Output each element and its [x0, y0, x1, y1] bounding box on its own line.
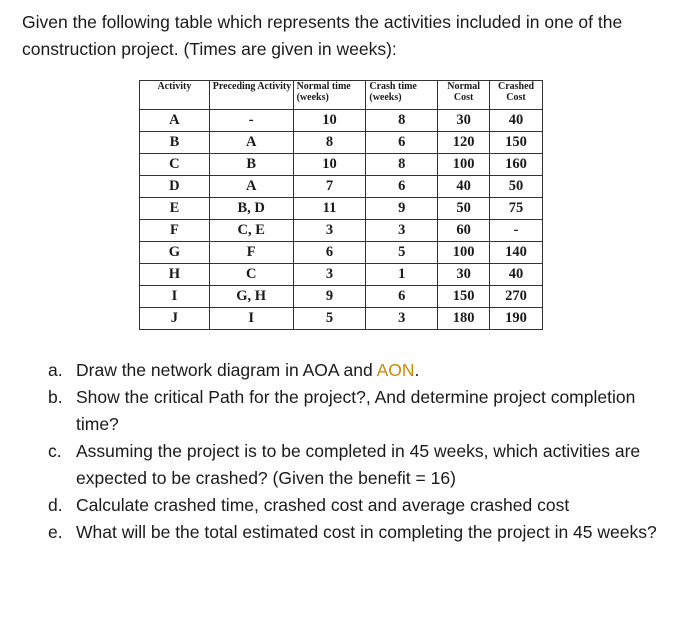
- question-text: [76, 357, 678, 384]
- intro-text: Given the following table which represents the activities included in one of the construction project. (Times are given in weeks):: [22, 12, 623, 59]
- header-normal-cost: Normal Cost: [438, 81, 490, 110]
- cell-activity: A: [140, 110, 210, 132]
- cell-normal-time: 3: [293, 264, 366, 286]
- cell-normal-cost: 100: [438, 242, 490, 264]
- question-a-text: Draw the network diagram in AOA and: [76, 360, 377, 380]
- cell-crashed-cost: 75: [490, 198, 543, 220]
- cell-normal-cost: 180: [438, 308, 490, 330]
- table-row: [140, 132, 543, 154]
- cell-crash-time: 9: [366, 198, 438, 220]
- cell-preceding: -: [209, 110, 293, 132]
- cell-normal-time: 7: [293, 176, 366, 198]
- cell-normal-cost: 150: [438, 286, 490, 308]
- cell-crashed-cost: 40: [490, 110, 543, 132]
- question-text: Show the critical Path for the project?, And determine project completion time?: [76, 387, 636, 434]
- question-text: Calculate crashed time, crashed cost and average crashed cost: [76, 495, 570, 515]
- cell-normal-time: 11: [293, 198, 366, 220]
- activity-table: [139, 80, 543, 330]
- question-text: Assuming the project is to be completed in 45 weeks, which activities are expected to be crashed? (Given the benefit = 16): [76, 441, 641, 488]
- table-row: [140, 110, 543, 132]
- cell-preceding: A: [209, 132, 293, 154]
- cell-normal-time: 10: [293, 110, 366, 132]
- cell-activity: F: [140, 220, 210, 242]
- cell-normal-cost: 30: [438, 264, 490, 286]
- cell-normal-cost: 60: [438, 220, 490, 242]
- cell-normal-time: 10: [293, 154, 366, 176]
- question-letter: e.: [48, 522, 63, 542]
- cell-crashed-cost: 270: [490, 286, 543, 308]
- cell-activity: I: [140, 286, 210, 308]
- cell-crashed-cost: 150: [490, 132, 543, 154]
- cell-normal-time: 6: [293, 242, 366, 264]
- cell-normal-cost: 100: [438, 154, 490, 176]
- question-a-punct: .: [414, 360, 420, 380]
- cell-normal-time: 3: [293, 220, 366, 242]
- cell-preceding: C: [209, 264, 293, 286]
- header-crashed-cost: Crashed Cost: [490, 81, 543, 110]
- cell-crash-time: 3: [366, 220, 438, 242]
- table-row: [140, 198, 543, 220]
- cell-preceding: I: [209, 308, 293, 330]
- cell-normal-cost: 40: [438, 176, 490, 198]
- question-c: [48, 438, 678, 492]
- cell-activity: G: [140, 242, 210, 264]
- cell-normal-time: 8: [293, 132, 366, 154]
- cell-crash-time: 6: [366, 176, 438, 198]
- cell-crashed-cost: 140: [490, 242, 543, 264]
- cell-crashed-cost: 50: [490, 176, 543, 198]
- cell-crash-time: 1: [366, 264, 438, 286]
- table-row: [140, 308, 543, 330]
- table-row: [140, 264, 543, 286]
- cell-activity: E: [140, 198, 210, 220]
- cell-crashed-cost: 160: [490, 154, 543, 176]
- table-header-row: [140, 81, 543, 110]
- cell-activity: D: [140, 176, 210, 198]
- table-row: [140, 286, 543, 308]
- cell-normal-cost: 120: [438, 132, 490, 154]
- activity-table-container: [139, 80, 543, 330]
- cell-preceding: G, H: [209, 286, 293, 308]
- aon-highlight: AON: [376, 360, 415, 380]
- question-letter: d.: [48, 495, 63, 515]
- question-d: [48, 492, 678, 519]
- table-row: [140, 176, 543, 198]
- question-letter: c.: [48, 441, 62, 461]
- table-row: [140, 220, 543, 242]
- cell-crash-time: 3: [366, 308, 438, 330]
- cell-normal-time: 5: [293, 308, 366, 330]
- cell-crashed-cost: 40: [490, 264, 543, 286]
- cell-normal-cost: 50: [438, 198, 490, 220]
- cell-preceding: C, E: [209, 220, 293, 242]
- cell-activity: J: [140, 308, 210, 330]
- question-letter: a.: [48, 360, 63, 380]
- table-row: [140, 154, 543, 176]
- question-b: [48, 384, 678, 438]
- cell-crashed-cost: 190: [490, 308, 543, 330]
- cell-normal-cost: 30: [438, 110, 490, 132]
- header-normal-time: Normal time (weeks): [293, 81, 366, 110]
- cell-crash-time: 8: [366, 154, 438, 176]
- question-letter: b.: [48, 387, 63, 407]
- cell-activity: H: [140, 264, 210, 286]
- cell-crash-time: 8: [366, 110, 438, 132]
- cell-crash-time: 6: [366, 132, 438, 154]
- cell-preceding: B: [209, 154, 293, 176]
- cell-activity: C: [140, 154, 210, 176]
- header-crash-time: Crash time (weeks): [366, 81, 438, 110]
- question-a: [48, 357, 678, 384]
- cell-crash-time: 6: [366, 286, 438, 308]
- cell-preceding: B, D: [209, 198, 293, 220]
- cell-crashed-cost: -: [490, 220, 543, 242]
- cell-activity: B: [140, 132, 210, 154]
- cell-preceding: A: [209, 176, 293, 198]
- header-preceding-activity: Preceding Activity: [209, 81, 293, 110]
- question-e: [48, 519, 678, 546]
- cell-preceding: F: [209, 242, 293, 264]
- question-list: [48, 357, 678, 546]
- header-activity: Activity: [140, 81, 210, 110]
- cell-crash-time: 5: [366, 242, 438, 264]
- table-row: [140, 242, 543, 264]
- question-text: What will be the total estimated cost in completing the project in 45 weeks?: [76, 522, 657, 542]
- cell-normal-time: 9: [293, 286, 366, 308]
